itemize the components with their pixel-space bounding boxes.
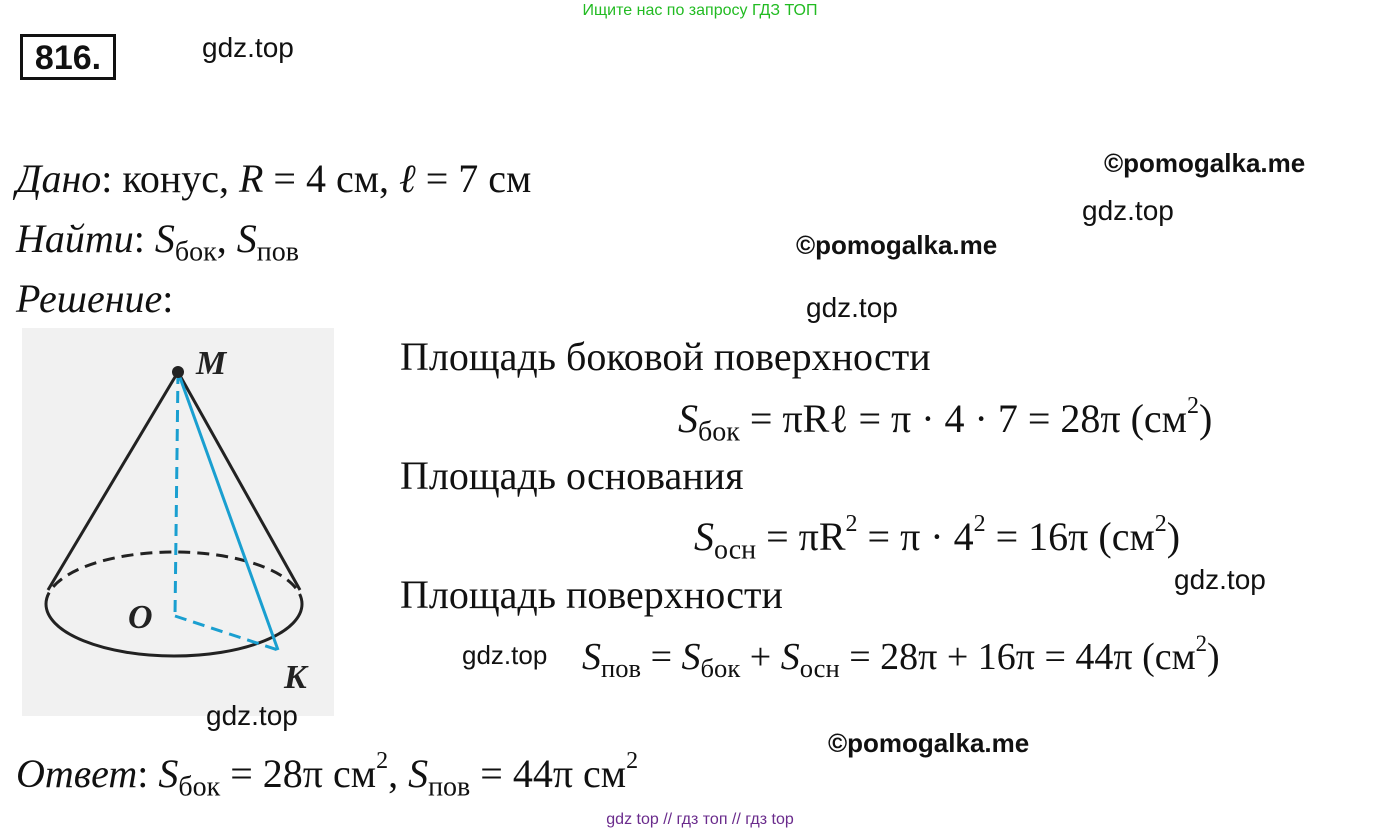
- watermark-gdz: gdz.top: [202, 32, 294, 63]
- answer-line: [16, 748, 638, 804]
- lateral-title: Площадь боковой поверхности: [400, 334, 931, 379]
- answer-sup2: 2: [626, 748, 639, 774]
- watermark-gdz: gdz.top: [462, 640, 548, 670]
- answer-s2: S: [408, 751, 429, 797]
- total-sup: 2: [1195, 631, 1208, 656]
- answer-sub2: пов: [428, 771, 471, 803]
- problem-number: 816.: [20, 34, 116, 80]
- find-sub2: пов: [256, 236, 299, 268]
- given-r-var: R: [238, 156, 264, 201]
- lateral-sub: бок: [698, 416, 740, 448]
- apex-point: [172, 366, 184, 378]
- total-formula: [582, 631, 1220, 684]
- watermark-gdz: gdz.top: [1174, 564, 1266, 595]
- total-eq1: =: [641, 636, 682, 679]
- height-mo: [175, 372, 178, 616]
- answer-label: Ответ: [16, 751, 138, 797]
- lateral-sup: 2: [1187, 393, 1199, 419]
- base-sup3: 2: [1154, 511, 1167, 537]
- lateral-rest: = πRℓ = π · 4 · 7 = 28π (см: [739, 396, 1187, 442]
- given-l-val: = 7 см: [415, 156, 532, 201]
- base-sup2: 2: [973, 511, 986, 537]
- watermark-pomogalka: ©pomogalka.me: [1104, 148, 1306, 178]
- base-end: ): [1166, 514, 1181, 560]
- top-banner: Ищите нас по запросу ГДЗ ТОП: [582, 2, 818, 19]
- answer-s1: S: [158, 751, 179, 797]
- base-title: Площадь основания: [400, 453, 744, 498]
- base-rest1: = πR: [756, 514, 846, 560]
- total-end: ): [1207, 636, 1220, 679]
- answer-val1: = 28π см: [220, 751, 377, 797]
- radius-ok: [175, 616, 278, 650]
- label-m: M: [196, 345, 227, 382]
- base-back-arc: [46, 552, 302, 604]
- given-text: : конус,: [101, 156, 239, 201]
- cone-figure: [22, 328, 334, 716]
- answer-colon: :: [137, 751, 159, 797]
- label-o: O: [128, 599, 153, 636]
- cone-right-edge: [178, 372, 300, 590]
- total-s1: S: [582, 636, 601, 679]
- find-s1: S: [154, 216, 175, 261]
- base-rest3: = 16π (см: [985, 514, 1155, 560]
- slant-mk: [178, 372, 278, 650]
- find-label: Найти: [16, 216, 134, 261]
- answer-sup1: 2: [376, 748, 389, 774]
- total-plus: +: [740, 636, 781, 679]
- watermark-pomogalka: ©pomogalka.me: [828, 728, 1030, 758]
- watermark-pomogalka: ©pomogalka.me: [796, 230, 998, 260]
- footer-links: gdz top // гдз топ // гдз top: [606, 811, 794, 828]
- answer-sub1: бок: [178, 771, 221, 803]
- solution-line: [16, 275, 173, 322]
- total-s2: S: [681, 636, 701, 679]
- solution-label: Решение: [16, 276, 163, 321]
- watermark-gdz: gdz.top: [1082, 195, 1174, 226]
- given-label: Дано: [16, 156, 102, 201]
- watermark-gdz: gdz.top: [806, 292, 898, 323]
- total-rest: = 28π + 16π = 44π (см: [839, 636, 1196, 679]
- given-line: [16, 155, 531, 202]
- label-k: K: [284, 659, 307, 696]
- answer-sep: ,: [388, 751, 409, 797]
- base-sup1: 2: [845, 511, 858, 537]
- total-sub1: пов: [601, 653, 642, 684]
- find-colon: :: [133, 216, 155, 261]
- answer-val2: = 44π см: [470, 751, 627, 797]
- total-sub2: бок: [700, 653, 741, 684]
- given-r-val: = 4 см,: [263, 156, 400, 201]
- cone-drawing: [22, 328, 334, 716]
- solution-colon: :: [162, 276, 174, 321]
- base-rest2: = π · 4: [857, 514, 974, 560]
- find-s2: S: [236, 216, 257, 261]
- total-s3: S: [780, 636, 800, 679]
- base-formula: [694, 511, 1180, 567]
- lateral-end: ): [1199, 396, 1213, 442]
- watermark-gdz: gdz.top: [206, 700, 298, 731]
- base-sub: осн: [714, 534, 757, 566]
- lateral-s: S: [678, 396, 698, 442]
- base-s: S: [694, 514, 714, 560]
- total-title: Площадь поверхности: [400, 572, 783, 617]
- find-sub1: бок: [174, 236, 217, 268]
- total-sub3: осн: [799, 653, 840, 684]
- lateral-formula: [678, 393, 1212, 449]
- find-line: [16, 215, 299, 268]
- given-l-var: ℓ: [399, 156, 416, 201]
- find-comma: ,: [216, 216, 237, 261]
